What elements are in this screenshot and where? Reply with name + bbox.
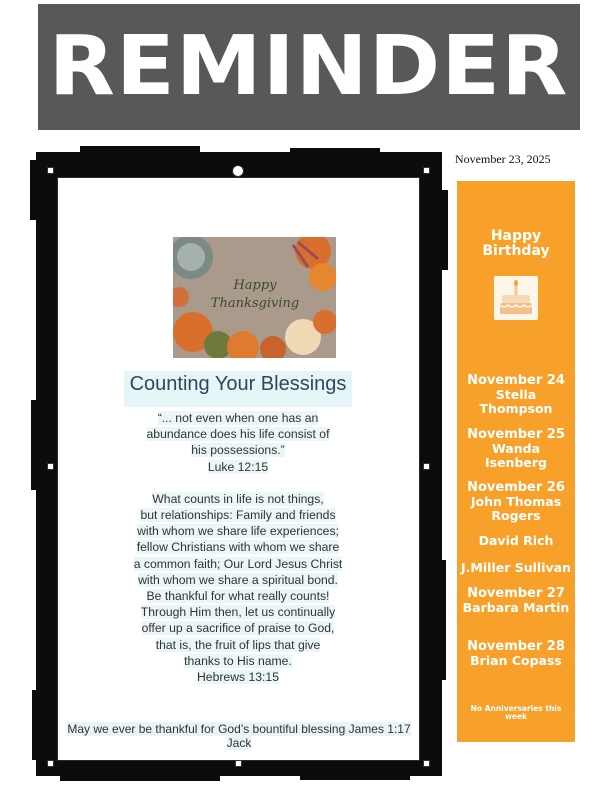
frame-rough-edge (32, 690, 40, 760)
birthday-name: Stella (495, 387, 537, 402)
birthday-name: David Rich (478, 533, 554, 548)
birthday-entry (457, 640, 575, 668)
rotate-handle[interactable] (232, 165, 244, 177)
resize-handle[interactable] (235, 760, 242, 767)
body-line: Be thankful for what really counts! (146, 589, 330, 604)
birthday-entry (457, 374, 575, 416)
quote-line: abundance does his life consist of (146, 427, 330, 442)
birthday-date: November 28 (467, 639, 565, 654)
frame-rough-edge (60, 774, 220, 781)
birthday-name: Rogers (491, 508, 541, 523)
frame-rough-edge (31, 400, 39, 490)
body-line: with whom we share life experiences; (137, 524, 339, 539)
frame-rough-edge (440, 190, 448, 270)
article-headline: Counting Your Blessings (124, 371, 352, 407)
anniversary-note (467, 705, 565, 721)
date-label: November 23, 2025 (455, 152, 551, 166)
body-line: a common faith; Our Lord Jesus Christ (133, 556, 343, 571)
birthday-name: Thompson (479, 401, 553, 416)
body-line: thanks to His name. (184, 653, 292, 668)
thanksgiving-image (173, 237, 336, 358)
reminder-banner (38, 4, 580, 130)
birthday-title-line: Birthday (482, 243, 550, 259)
footer-line: May we ever be thankful for God’s bountiful blessing James 1:17 (67, 722, 411, 736)
birthday-entry (457, 428, 575, 470)
resize-handle[interactable] (423, 463, 430, 470)
quote-line: “... not even when one has an (157, 411, 319, 425)
birthday-sidebar (457, 181, 575, 742)
body-line: that is, the fruit of lips that give (155, 637, 321, 652)
image-caption-happy: Happy (233, 278, 277, 293)
cake-icon (494, 276, 538, 320)
body-line: fellow Christians with whom we share (136, 540, 340, 555)
article-body (105, 410, 371, 685)
birthday-name: Barbara Martin (462, 600, 570, 615)
frame-rough-edge (440, 560, 446, 680)
birthday-entry (457, 587, 575, 615)
birthday-date: November 25 (467, 427, 565, 442)
frame-rough-edge (300, 774, 410, 780)
frame-rough-edge (80, 146, 200, 154)
birthday-title-line: Happy (490, 228, 542, 244)
frame-rough-edge (290, 148, 380, 154)
birthday-name: John Thomas (470, 494, 562, 509)
anniversary-note-line: No Anniversaries this (470, 704, 562, 713)
body-line: with whom we share a spiritual bond. (138, 572, 338, 587)
birthday-name: Brian Copass (470, 653, 562, 668)
body-line: Through Him then, let us continually (140, 605, 336, 620)
image-caption-thanksgiving: Thanksgiving (210, 296, 300, 311)
birthday-date: November 24 (467, 373, 565, 388)
birthday-date: November 26 (467, 480, 565, 495)
footer-note (62, 722, 416, 750)
resize-handle[interactable] (423, 760, 430, 767)
quote-reference: Luke 12:15 (207, 459, 269, 474)
resize-handle[interactable] (423, 167, 430, 174)
birthday-date: November 27 (467, 586, 565, 601)
birthday-name: Wanda (491, 441, 541, 456)
footer-author: Jack (226, 736, 252, 750)
resize-handle[interactable] (47, 167, 54, 174)
birthday-entry (457, 534, 575, 548)
frame-rough-edge (30, 160, 40, 220)
body-line: but relationships: Family and friends (140, 508, 336, 523)
quote-line: his possessions.” (191, 443, 285, 458)
birthday-name: Isenberg (484, 455, 547, 470)
banner-title: REMINDER (49, 19, 569, 114)
birthday-title (457, 229, 575, 259)
resize-handle[interactable] (47, 463, 54, 470)
resize-handle[interactable] (47, 760, 54, 767)
anniversary-note-line: week (504, 712, 528, 721)
body-line: offer up a sacrifice of praise to God, (141, 621, 335, 636)
birthday-entry (457, 561, 575, 575)
birthday-entry (457, 481, 575, 523)
body-reference: Hebrews 13:15 (197, 670, 279, 685)
birthday-name: J.Miller Sullivan (461, 560, 571, 575)
body-line: What counts in life is not things, (152, 491, 324, 506)
